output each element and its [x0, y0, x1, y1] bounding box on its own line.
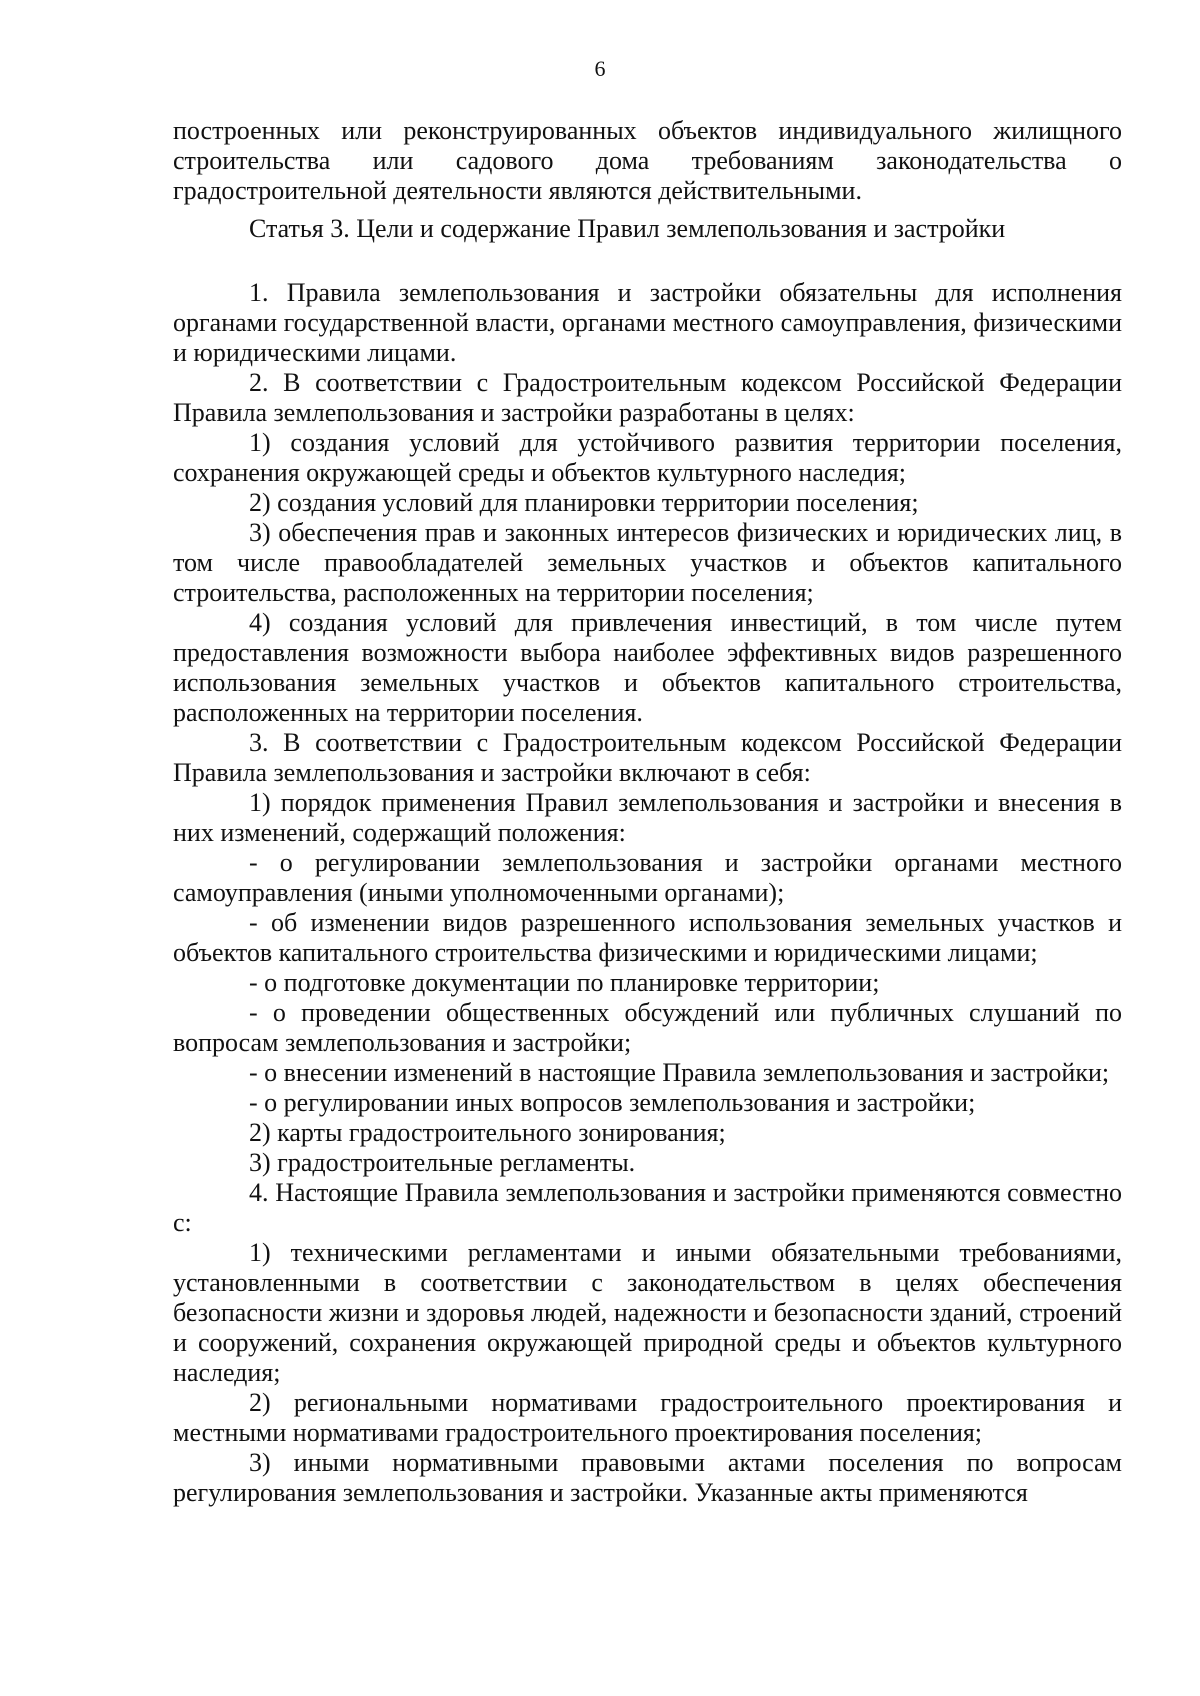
bullet-item: - о регулировании иных вопросов землепользования и застройки; — [249, 1088, 976, 1117]
paragraph: 3. В соответствии с Градостроительным кодексом Российской Федерации Правила землепользования и застройки включают в себя: — [173, 728, 1122, 787]
page-number: 6 — [594, 56, 606, 81]
bullet-item: - о регулировании землепользования и застройки органами местного самоуправления (иными уполномоченными органами); — [173, 848, 1122, 907]
article-heading: Статья 3. Цели и содержание Правил землепользования и застройки — [249, 214, 1006, 243]
document-body — [173, 116, 1122, 1508]
list-item: 3) обеспечения прав и законных интересов физических и юридических лиц, в том числе правообладателей земельных участков и объектов капитального строительства, расположенных на территории поселения; — [173, 518, 1122, 607]
bullet-item: - о внесении изменений в настоящие Правила землепользования и застройки; — [249, 1058, 1110, 1087]
bullet-item: - о подготовке документации по планировке территории; — [249, 968, 880, 997]
list-item: 1) техническими регламентами и иными обязательными требованиями, установленными в соответствии с законодательством в целях обеспечения безопасности жизни и здоровья людей, надежности и безопасности зданий, строений и сооружений, сохранения окружающей природной среды и объектов культурного наследия; — [173, 1238, 1122, 1387]
paragraph: 1. Правила землепользования и застройки обязательны для исполнения органами государственной власти, органами местного самоуправления, физическими и юридическими лицами. — [173, 278, 1122, 367]
bullet-item: - об изменении видов разрешенного использования земельных участков и объектов капитального строительства физическими и юридическими лицами; — [173, 908, 1122, 967]
list-item: 3) иными нормативными правовыми актами поселения по вопросам регулирования землепользования и застройки. Указанные акты применяются — [173, 1448, 1122, 1507]
list-item: 2) карты градостроительного зонирования; — [249, 1118, 726, 1147]
paragraph: 4. Настоящие Правила землепользования и застройки применяются совместно с: — [173, 1178, 1122, 1237]
list-item: 1) порядок применения Правил землепользования и застройки и внесения в них изменений, содержащий положения: — [173, 788, 1122, 847]
list-item: 2) создания условий для планировки территории поселения; — [249, 488, 919, 517]
list-item: 1) создания условий для устойчивого развития территории поселения, сохранения окружающей среды и объектов культурного наследия; — [173, 428, 1122, 487]
bullet-item: - о проведении общественных обсуждений или публичных слушаний по вопросам землепользования и застройки; — [173, 998, 1122, 1057]
paragraph-continuation: построенных или реконструированных объектов индивидуального жилищного строительства или садового дома требованиям законодательства о градостроительной деятельности являются действительными. — [173, 116, 1122, 205]
list-item: 2) региональными нормативами градостроительного проектирования и местными нормативами градостроительного проектирования поселения; — [173, 1388, 1122, 1447]
list-item: 4) создания условий для привлечения инвестиций, в том числе путем предоставления возможности выбора наиболее эффективных видов разрешенного использования земельных участков и объектов капитального строительства, расположенных на территории поселения. — [173, 608, 1122, 727]
list-item: 3) градостроительные регламенты. — [249, 1148, 636, 1177]
paragraph: 2. В соответствии с Градостроительным кодексом Российской Федерации Правила землепользования и застройки разработаны в целях: — [173, 368, 1122, 427]
